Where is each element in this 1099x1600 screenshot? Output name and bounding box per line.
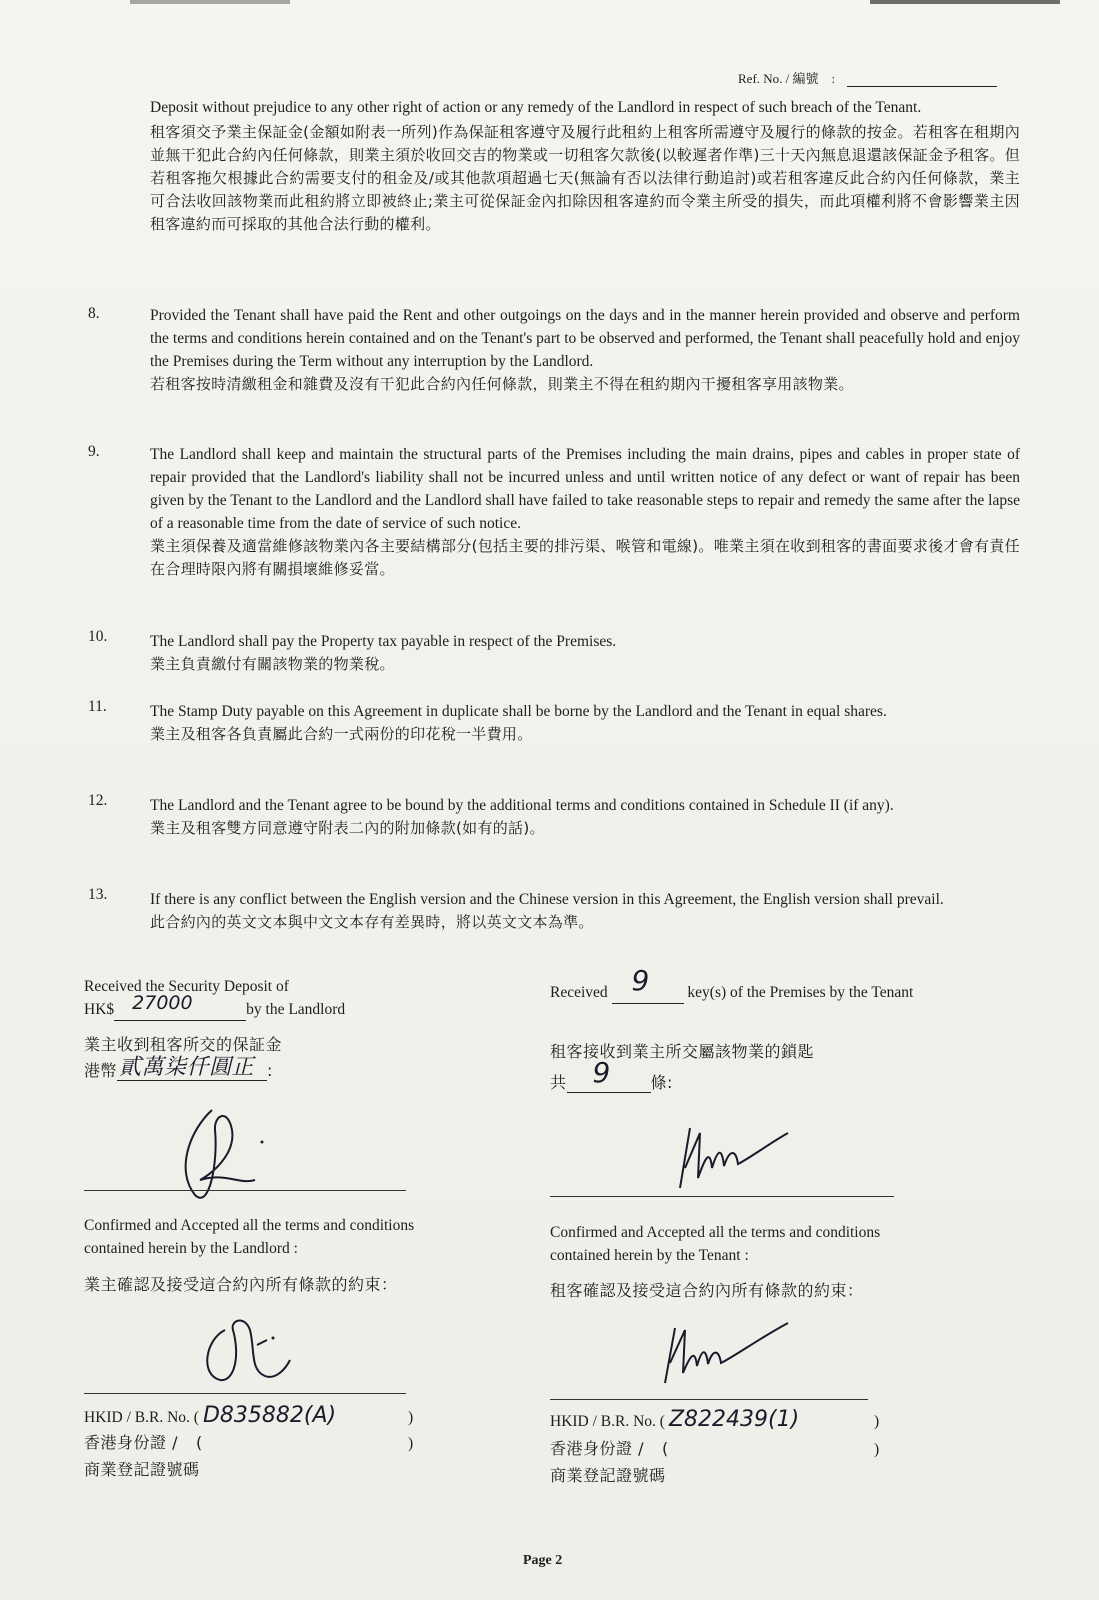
keys-count-zh-line: [550, 1056, 673, 1093]
hkid-label: HKID / B.R. No. (: [550, 1413, 665, 1430]
landlord-signature: [195, 1310, 305, 1390]
clause-text-en: Deposit without prejudice to any other right of action or any remedy of the Landlord in respect of such breach of the Tenant.: [150, 99, 922, 116]
deposit-amount-zh-handwriting: 貳萬柒仟圓正: [119, 1055, 255, 1080]
id-zh-label: [550, 1436, 669, 1459]
br-zh-label: 商業登記證號碼: [550, 1466, 666, 1485]
total-zh: 共: [550, 1073, 567, 1092]
signature-line: [84, 1393, 406, 1394]
open-paren: (: [661, 1439, 669, 1458]
ref-blank-line: [847, 74, 997, 87]
clause-number: 10.: [88, 628, 108, 645]
deposit-amount-blank: [114, 992, 246, 1021]
clause-text-en: The Landlord shall keep and maintain the structural parts of the Premises including the main drains, pipes and cables in proper state of repair provided that the Landlord's liability shall not be incurred unless and until written notice of any defect or want of repair has been given by the Tenant to the Landlord and the Landlord shall have failed to take reasonable steps to repair and remedy the same after the lapse of a reasonable time from the date of service of such notice.: [150, 446, 1020, 532]
hkid-label: HKID / B.R. No. (: [84, 1409, 199, 1426]
by-landlord-text: by the Landlord: [246, 1001, 346, 1018]
clause-13: [150, 888, 1020, 934]
deposit-received-zh: 業主收到租客所交的保証金: [84, 1035, 283, 1054]
landlord-confirm-text-1: Confirmed and Accepted all the terms and conditions: [84, 1217, 415, 1234]
clause-11: [150, 700, 1020, 746]
clause-text-en: The Landlord and the Tenant agree to be bound by the additional terms and conditions contained in Schedule II (if any).: [150, 797, 894, 814]
clause-7-continuation: [150, 96, 1020, 236]
hk-prefix: HK$: [84, 1001, 115, 1018]
clause-number: 8.: [88, 305, 100, 322]
deposit-received-text: Received the Security Deposit of: [84, 978, 289, 995]
deposit-amount-zh-line: [84, 1055, 273, 1081]
signature-line: [550, 1196, 894, 1197]
signature-line: [550, 1399, 868, 1400]
received-text: Received: [550, 984, 608, 1001]
clause-text-en: Provided the Tenant shall have paid the Rent and other outgoings on the days and in the manner herein provided and observe and perform the terms and conditions herein contained and on the Tenant's part to be observed and performed, the Tenant shall peacefully hold and enjoy the Premises during the Term without any interruption by the Landlord.: [150, 307, 1020, 370]
colon: :: [267, 1061, 273, 1080]
id-zh-text: 香港身份證 /: [84, 1433, 178, 1452]
clause-text-en: The Landlord shall pay the Property tax payable in respect of the Premises.: [150, 633, 617, 650]
landlord-confirm-text-2: contained herein by the Landlord :: [84, 1240, 298, 1257]
close-paren: ): [874, 1413, 880, 1430]
keys-received-line: [550, 964, 914, 1004]
tenant-key-signature: [660, 1118, 800, 1198]
landlord-hkid-line: [84, 1404, 336, 1429]
page-number: Page 2: [523, 1553, 563, 1568]
id-zh-label: [84, 1430, 203, 1453]
clause-text-zh: 此合約內的英文文本與中文文本存有差異時，將以英文文本為準。: [150, 913, 594, 931]
clause-9: [150, 443, 1020, 581]
unit-zh: 條:: [650, 1073, 673, 1092]
keys-count-zh-blank: [567, 1056, 651, 1093]
scan-edge-mark: [130, 0, 290, 4]
deposit-amount-handwriting: 27000: [132, 992, 193, 1014]
clause-10: [150, 630, 1020, 676]
clause-text-en: If there is any conflict between the English version and the Chinese version in this Agreement, the English version shall prevail.: [150, 891, 944, 908]
br-zh-label: 商業登記證號碼: [84, 1460, 200, 1479]
clause-text-zh: 業主及租客各負責屬此合約一式兩份的印花稅一半費用。: [150, 725, 533, 743]
clause-text-en: The Stamp Duty payable on this Agreement in duplicate shall be borne by the Landlord and the Tenant in equal shares.: [150, 703, 887, 720]
clause-text-zh: 業主須保養及適當維修該物業內各主要結構部分(包括主要的排污渠、喉管和電線)。唯業主須在收到租客的書面要求後才會有責任在合理時限內將有關損壞維修妥當。: [150, 537, 1020, 578]
clause-12: [150, 794, 1020, 840]
clause-number: 9.: [88, 443, 100, 460]
keys-count-zh-handwriting: 9: [592, 1056, 611, 1089]
keys-received-zh: 租客接收到業主所交屬該物業的鎖匙: [550, 1042, 815, 1061]
open-paren: (: [195, 1433, 203, 1452]
tenant-hkid-handwriting: Z822439(1): [668, 1407, 800, 1432]
landlord-deposit-signature: [170, 1100, 290, 1210]
scan-edge-mark: [870, 0, 1060, 4]
close-paren: ): [408, 1435, 414, 1452]
id-zh-text: 香港身份證 /: [550, 1439, 644, 1458]
tenant-signature: [650, 1318, 800, 1390]
close-paren: ): [408, 1409, 414, 1426]
tenant-hkid-line: [550, 1408, 799, 1433]
clause-text-zh: 若租客按時清繳租金和雜費及沒有干犯此合約內任何條款，則業主不得在租約期內干擾租客享用該物業。: [150, 375, 854, 393]
close-paren: ): [874, 1441, 880, 1458]
landlord-hkid-handwriting: D835882(A): [202, 1403, 337, 1428]
clause-text-zh: 業主及租客雙方同意遵守附表二內的附加條款(如有的話)。: [150, 819, 545, 837]
clause-text-zh: 租客須交予業主保証金(金額如附表一所列)作為保証租客遵守及履行此租約上租客所需遵守及履行的條款的按金。若租客在租期內並無干犯此合約內任何條款，則業主須於收回交吉的物業或一切租客欠款後(以較遲者作準)三十天內無息退還該保証金予租客。但若租客拖欠根據此合約需要支付的租金及/或其他款項超過七天(無論有否以法律行動追討)或若租客違反此合約內任何條款，業主可合法收回該物業而此租約將立即被終止;業主可從保証金內扣除因租客違約而令業主所受的損失，而此項權利將不會影響業主因租客違約而可採取的其他合法行動的權利。: [150, 123, 1020, 233]
keys-text: key(s) of the Premises by the Tenant: [687, 984, 914, 1001]
signature-line: [84, 1190, 406, 1191]
hk-prefix-zh: 港幣: [84, 1061, 118, 1080]
clause-8: [150, 304, 1020, 396]
tenant-confirm-text-1: Confirmed and Accepted all the terms and conditions: [550, 1224, 881, 1241]
clause-text-zh: 業主負責繳付有關該物業的物業稅。: [150, 655, 395, 673]
tenant-confirm-zh: 租客確認及接受這合約內所有條款的約束：: [550, 1281, 864, 1300]
tenant-confirm-text-2: contained herein by the Tenant :: [550, 1247, 749, 1264]
deposit-amount-line: [84, 992, 346, 1021]
ref-number: [738, 68, 997, 87]
landlord-confirm-zh: 業主確認及接受這合約內所有條款的約束：: [84, 1275, 398, 1294]
clause-number: 13.: [88, 886, 108, 903]
clause-number: 12.: [88, 792, 108, 809]
clause-number: 11.: [88, 698, 107, 715]
keys-count-blank: [612, 964, 684, 1004]
deposit-amount-zh-blank: [117, 1055, 267, 1081]
keys-count-handwriting: 9: [631, 964, 650, 997]
ref-label: Ref. No. / 編號 :: [738, 71, 836, 86]
